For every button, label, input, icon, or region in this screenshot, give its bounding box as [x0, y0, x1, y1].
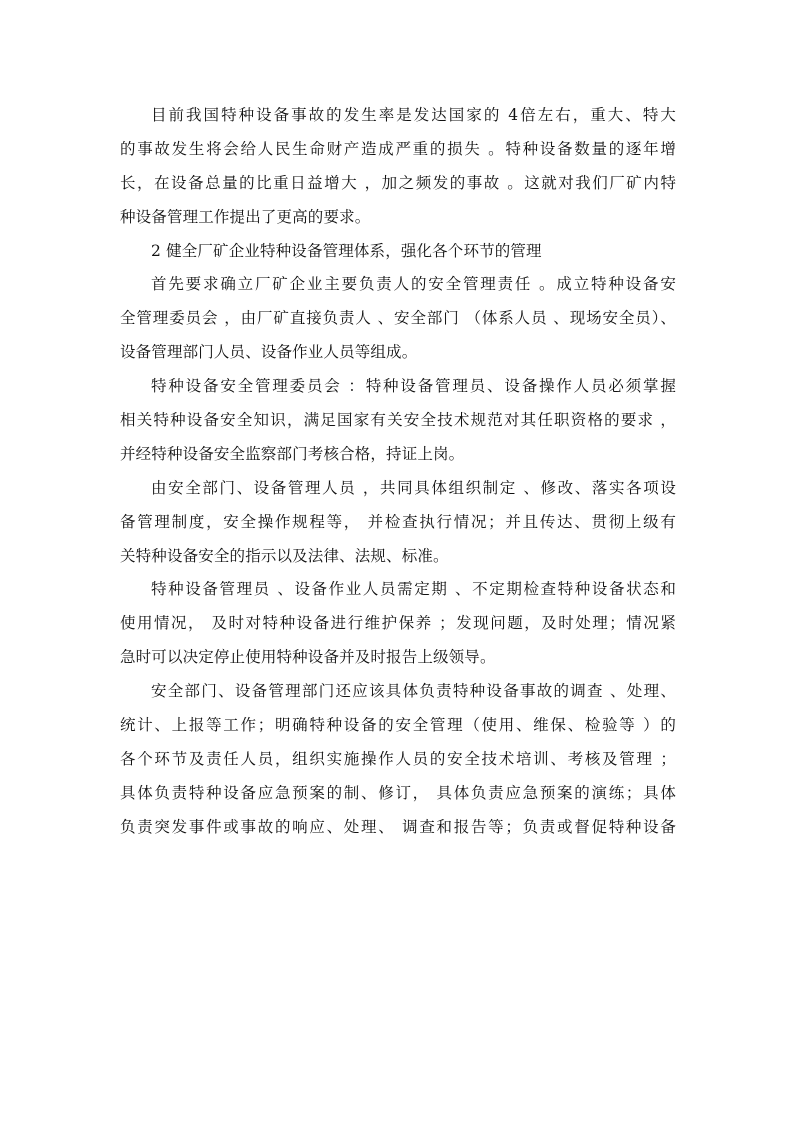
paragraph-1-line-2: 的事故发生将会给人民生命财产造成严重的损失 。特种设备数量的逐年增 — [120, 139, 676, 158]
paragraph-1-line-4: 种设备管理工作提出了更高的要求。 — [120, 207, 371, 226]
paragraph-6-line-1: 安全部门、设备管理部门还应该具体负责特种设备事故的调查 、处理、 — [151, 682, 676, 701]
section-heading: 2 健全厂矿企业特种设备管理体系，强化各个环节的管理 — [151, 241, 542, 260]
paragraph-2-line-3: 设备管理部门人员、设备作业人员等组成。 — [120, 343, 418, 362]
paragraph-5-line-3: 急时可以决定停止使用特种设备并及时报告上级领导。 — [120, 648, 496, 667]
paragraph-2-line-2: 全管理委员会 ，由厂矿直接负责人 、安全部门 （体系人员 、现场安全员）、 — [120, 309, 676, 328]
paragraph-5-line-2: 使用情况， 及时对特种设备进行维护保养 ；发现问题，及时处理；情况紧 — [120, 614, 676, 633]
paragraph-6-line-4: 具体负责特种设备应急预案的制、修订， 具体负责应急预案的演练；具体 — [120, 783, 676, 802]
paragraph-1-line-1: 目前我国特种设备事故的发生率是发达国家的 4倍左右，重大、特大 — [151, 106, 676, 124]
paragraph-4-line-1: 由安全部门、设备管理人员 ，共同具体组织制定 、修改、落实各项设 — [151, 478, 676, 497]
paragraph-3-line-3: 并经特种设备安全监察部门考核合格，持证上岗。 — [120, 444, 465, 463]
paragraph-2-line-1: 首先要求确立厂矿企业主要负责人的安全管理责任 。成立特种设备安 — [151, 275, 676, 294]
document-body — [120, 99, 676, 845]
paragraph-6-line-5: 负责突发事件或事故的响应、处理、 调查和报告等；负责或督促特种设备 — [120, 817, 676, 836]
paragraph-3-line-2: 相关特种设备安全知识，满足国家有关安全技术规范对其任职资格的要求 ， — [120, 411, 676, 430]
paragraph-3-line-1: 特种设备安全管理委员会 ：特种设备管理员、设备操作人员必须掌握 — [151, 377, 676, 396]
paragraph-5-line-1: 特种设备管理员 、设备作业人员需定期 、不定期检查特种设备状态和 — [151, 580, 676, 599]
paragraph-1-line-3: 长，在设备总量的比重日益增大 ，加之频发的事故 。这就对我们厂矿内特 — [120, 173, 676, 192]
paragraph-4-line-3: 关特种设备安全的指示以及法律、法规、标准。 — [120, 546, 449, 565]
paragraph-6-line-3: 各个环节及责任人员，组织实施操作人员的安全技术培训、考核及管理 ； — [120, 749, 676, 768]
paragraph-6-line-2: 统计、上报等工作；明确特种设备的安全管理（使用、维保、检验等 ）的 — [120, 716, 676, 735]
paragraph-4-line-2: 备管理制度，安全操作规程等， 并检查执行情况；并且传达、贯彻上级有 — [120, 512, 676, 531]
